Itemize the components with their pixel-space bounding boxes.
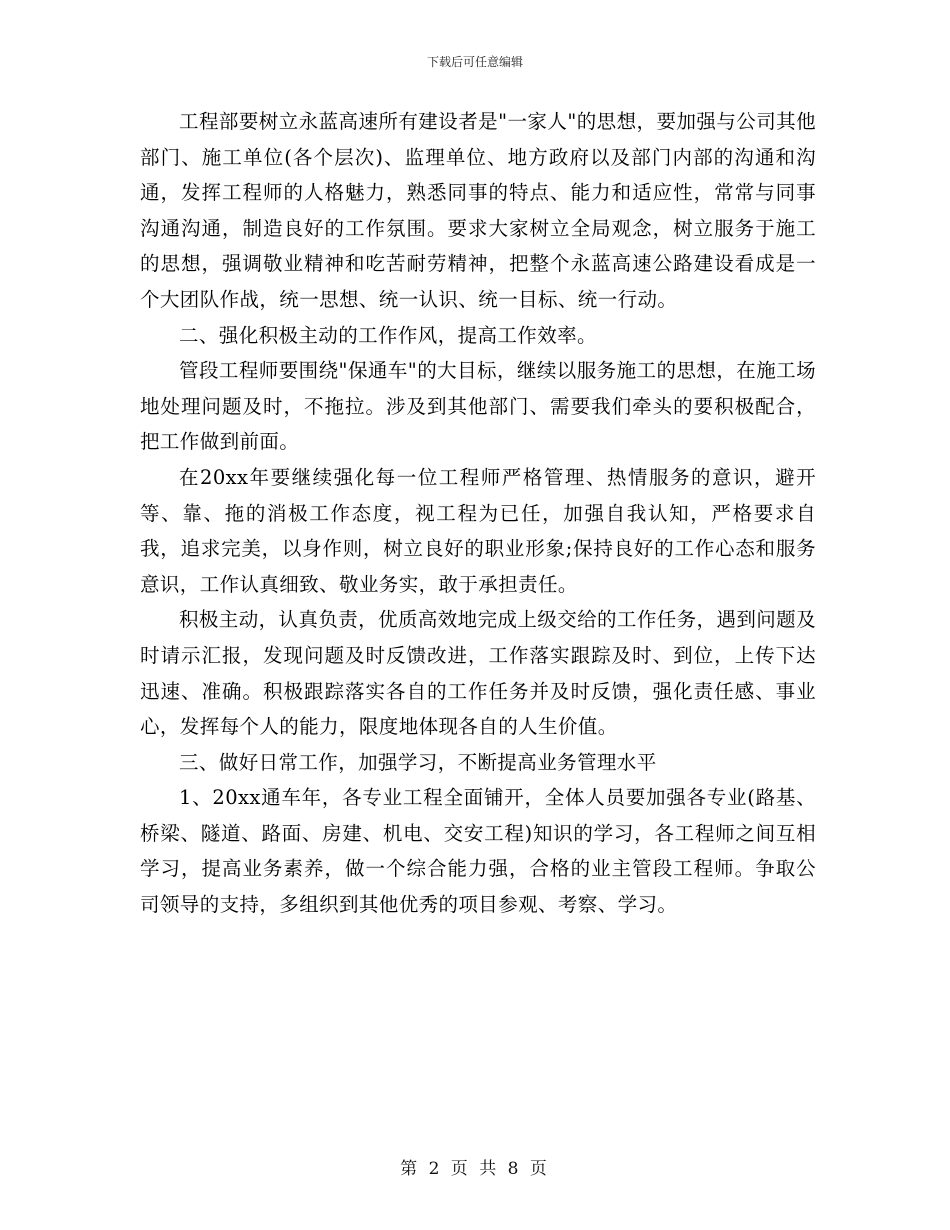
paragraph-teamwork: 工程部要树立永蓝高速所有建设者是"一家人"的思想，要加强与公司其他部门、施工单位(各个层次)、监理单位、地方政府以及部门内部的沟通和沟通，发挥工程师的人格魅力，熟悉同事的特点、能力和适应性，常常与同事沟通沟通，制造良好的工作氛围。要求大家树立全局观念，树立服务于施工的思想，强调敬业精神和吃苦耐劳精神，把整个永蓝高速公路建设看成是一个大团队作战，统一思想、统一认识、统一目标、统一行动。 (140, 110, 816, 311)
paragraph-engineer-goal: 管段工程师要围绕"保通车"的大目标，继续以服务施工的思想，在施工场地处理问题及时，不拖拉。涉及到其他部门、需要我们牵头的要积极配合，把工作做到前面。 (140, 359, 816, 454)
page-header-note: 下载后可任意编辑 (426, 55, 523, 69)
document-body (140, 104, 816, 923)
section-heading-3: 三、做好日常工作，加强学习，不断提高业务管理水平 (179, 750, 657, 774)
section-heading-2: 二、强化积极主动的工作作风，提高工作效率。 (179, 323, 597, 347)
paragraph-learning: 1、20xx通车年，各专业工程全面铺开，全体人员要加强各专业(路基、桥梁、隧道、路面、房建、机电、交安工程)知识的学习，各工程师之间互相学习，提高业务素养，做一个综合能力强，合格的业主管段工程师。争取公司领导的支持，多组织到其他优秀的项目参观、考察、学习。 (140, 786, 816, 917)
paragraph-responsibility: 积极主动，认真负责，优质高效地完成上级交给的工作任务，遇到问题及时请示汇报，发现问题及时反馈改进，工作落实跟踪及时、到位，上传下达迅速、准确。积极跟踪落实各自的工作任务并及时反馈，强化责任感、事业心，发挥每个人的能力，限度地体现各自的人生价值。 (140, 608, 816, 739)
page-number-footer: 第 2 页 共 8 页 (400, 1159, 550, 1179)
paragraph-management: 在20xx年要继续强化每一位工程师严格管理、热情服务的意识，避开等、靠、拖的消极工作态度，视工程为已任，加强自我认知，严格要求自我，追求完美，以身作则，树立良好的职业形象;保持良好的工作心态和服务意识，工作认真细致、敬业务实，敢于承担责任。 (140, 465, 816, 596)
